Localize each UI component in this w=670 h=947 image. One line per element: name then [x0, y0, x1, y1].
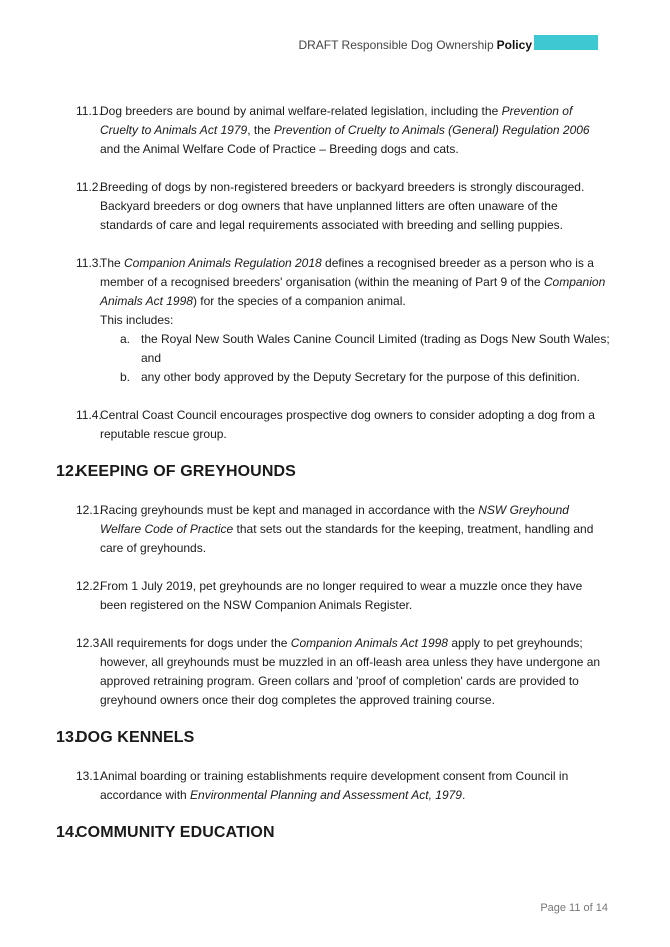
paragraph-text	[100, 767, 612, 805]
section-title: DOG KENNELS	[76, 729, 195, 746]
section-11-paragraphs	[56, 102, 612, 444]
numbered-paragraph	[56, 767, 612, 805]
paragraph-number: 13.1.	[76, 769, 103, 783]
section-title: KEEPING OF GREYHOUNDS	[76, 463, 296, 480]
text-run: Dog breeders are bound by animal welfare-related legislation, including the	[100, 104, 502, 118]
text-run: Animal boarding or training establishments require development consent from Council in accordance with	[100, 769, 569, 802]
section-number: 12.	[56, 463, 79, 480]
numbered-paragraph	[56, 501, 612, 558]
section-number: 14.	[56, 824, 79, 841]
paragraph-text	[100, 577, 612, 615]
paragraph-number: 11.1.	[76, 104, 102, 118]
paragraph-number: 11.2.	[76, 180, 102, 194]
paragraph-text	[100, 178, 612, 235]
paragraph-number: 12.3.	[76, 636, 103, 650]
italic-citation: NSW Greyhound Welfare Code of Practice	[100, 503, 569, 536]
italic-citation: Prevention of Cruelty to Animals Act 1979	[100, 104, 573, 137]
numbered-paragraph	[56, 406, 612, 444]
text-run: apply to pet greyhounds; however, all greyhounds must be muzzled in an off-leash area unless they have undergone an approved retraining program. Green collars and 'proof of completion' cards are provided to greyhound owners once their dog completes the approved training course.	[100, 636, 601, 707]
text-run: From 1 July 2019, pet greyhounds are no longer required to wear a muzzle once they have been registered on the NSW Companion Animals Register.	[100, 579, 583, 612]
paragraph-text	[100, 102, 612, 159]
text-run: , the	[247, 123, 274, 137]
italic-citation: Environmental Planning and Assessment Act, 1979	[190, 788, 462, 802]
paragraph-number: 11.3.	[76, 256, 102, 270]
document-body	[56, 102, 612, 862]
numbered-paragraph	[56, 102, 612, 159]
page-header	[298, 38, 598, 52]
italic-citation: Prevention of Cruelty to Animals (General) Regulation 2006	[273, 123, 590, 137]
numbered-paragraph	[56, 178, 612, 235]
section-title: COMMUNITY EDUCATION	[76, 824, 275, 841]
numbered-paragraph	[56, 254, 612, 387]
document-title: DRAFT Responsible Dog Ownership	[298, 38, 494, 52]
numbered-paragraph	[56, 634, 612, 710]
paragraph-text	[100, 501, 612, 558]
page-number: Page 11 of 14	[540, 902, 608, 914]
list-letter: b.	[120, 370, 131, 384]
document-title-bold: Policy	[496, 38, 532, 52]
text-run: and the Animal Welfare Code of Practice – Breeding dogs and cats.	[100, 142, 459, 156]
list-item	[100, 368, 612, 387]
italic-citation: Companion Animals Act 1998	[290, 636, 448, 650]
paragraph-text	[100, 634, 612, 710]
section-number: 13.	[56, 729, 79, 746]
text-run: The	[100, 256, 125, 270]
text-run: All requirements for dogs under the	[100, 636, 291, 650]
text-run: that sets out the standards for the keeping, treatment, handling and care of greyhounds.	[100, 522, 594, 555]
paragraph-text	[100, 406, 612, 444]
text-run: .	[461, 788, 466, 802]
list-item-text: any other body approved by the Deputy Secretary for the purpose of this definition.	[141, 370, 580, 384]
section-heading-12	[56, 463, 612, 481]
list-item	[100, 330, 612, 368]
paragraph-number: 12.2.	[76, 579, 103, 593]
section-13-paragraphs	[56, 767, 612, 805]
paragraph-text	[100, 254, 612, 387]
section-heading-13	[56, 729, 612, 747]
lettered-list	[100, 330, 612, 387]
header-accent-bar	[534, 35, 598, 50]
section-12-paragraphs	[56, 501, 612, 710]
paragraph-number: 11.4.	[76, 408, 102, 422]
text-run: Racing greyhounds must be kept and managed in accordance with the	[100, 503, 479, 517]
text-run: defines a recognised breeder as a person who is a member of a recognised breeders' organisation (within the meaning of Part 9 of the	[100, 256, 594, 289]
italic-citation: Companion Animals Act 1998	[100, 275, 606, 308]
section-heading-14	[56, 824, 612, 842]
paragraph-continuation: This includes:	[100, 313, 174, 327]
text-run: ) for the species of a companion animal.	[192, 294, 406, 308]
list-item-text: the Royal New South Wales Canine Council Limited (trading as Dogs New South Wales; and	[141, 332, 610, 365]
text-run: Central Coast Council encourages prospective dog owners to consider adopting a dog from a reputable rescue group.	[100, 408, 595, 441]
italic-citation: Companion Animals Regulation 2018	[124, 256, 322, 270]
numbered-paragraph	[56, 577, 612, 615]
list-letter: a.	[120, 332, 131, 346]
text-run: Breeding of dogs by non-registered breeders or backyard breeders is strongly discouraged. Backyard breeders or dog owners that have unplanned litters are often unaware of the standards of care and legal requirements associated with breeding and selling puppies.	[100, 180, 585, 232]
paragraph-number: 12.1.	[76, 503, 103, 517]
